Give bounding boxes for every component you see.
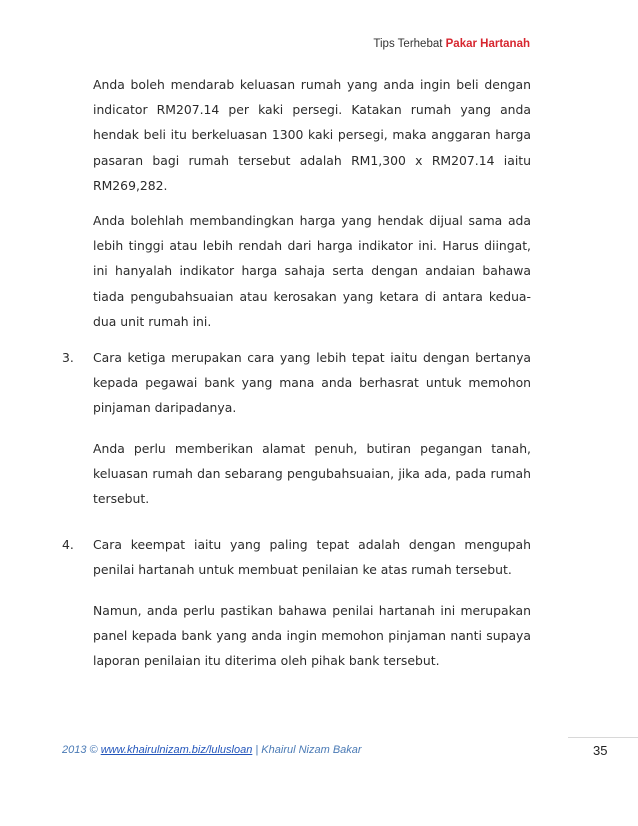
page-footer: [62, 744, 362, 756]
list-number-3: 3.: [62, 350, 74, 365]
footer-divider: [568, 737, 638, 738]
header-brand: Pakar Hartanah: [445, 38, 530, 50]
footer-copyright: 2013 ©: [62, 744, 101, 756]
paragraph-indicator-calculation: Anda boleh mendarab keluasan rumah yang anda ingin beli dengan indicator RM207.14 per kaki persegi. Katakan rumah yang anda hendak beli itu berkeluasan 1300 kaki persegi, maka anggaran harga pasaran bagi rumah tersebut adalah RM1,300 x RM207.14 iaitu RM269,282.: [93, 77, 531, 193]
list-item-3: Cara ketiga merupakan cara yang lebih tepat iaitu dengan bertanya kepada pegawai bank yang mana anda berhasrat untuk memohon pinjaman daripadanya.: [93, 350, 531, 416]
list-number-4: 4.: [62, 537, 74, 552]
page-number: 35: [593, 743, 608, 758]
paragraph-price-comparison: Anda bolehlah membandingkan harga yang hendak dijual sama ada lebih tinggi atau lebih rendah dari harga indikator ini. Harus diingat, ini hanyalah indikator harga sahaja serta dengan andaian bahawa tiada pengubahsuaian atau kerosakan yang ketara di antara kedua-dua unit rumah ini.: [93, 213, 531, 329]
list-item-4: Cara keempat iaitu yang paling tepat adalah dengan mengupah penilai hartanah untuk membuat penilaian ke atas rumah tersebut.: [93, 537, 531, 578]
page-header: [373, 38, 530, 50]
footer-author: | Khairul Nizam Bakar: [252, 744, 362, 756]
paragraph-address-details: Anda perlu memberikan alamat penuh, butiran pegangan tanah, keluasan rumah dan sebarang pengubahsuaian, jika ada, pada rumah tersebut.: [93, 441, 531, 507]
paragraph-panel-valuer: Namun, anda perlu pastikan bahawa penilai hartanah ini merupakan panel kepada bank yang anda ingin memohon pinjaman nanti supaya laporan penilaian itu diterima oleh pihak bank tersebut.: [93, 603, 531, 669]
header-title: Tips Terhebat: [373, 38, 446, 50]
footer-website-link[interactable]: www.khairulnizam.biz/lulusloan: [100, 744, 253, 756]
